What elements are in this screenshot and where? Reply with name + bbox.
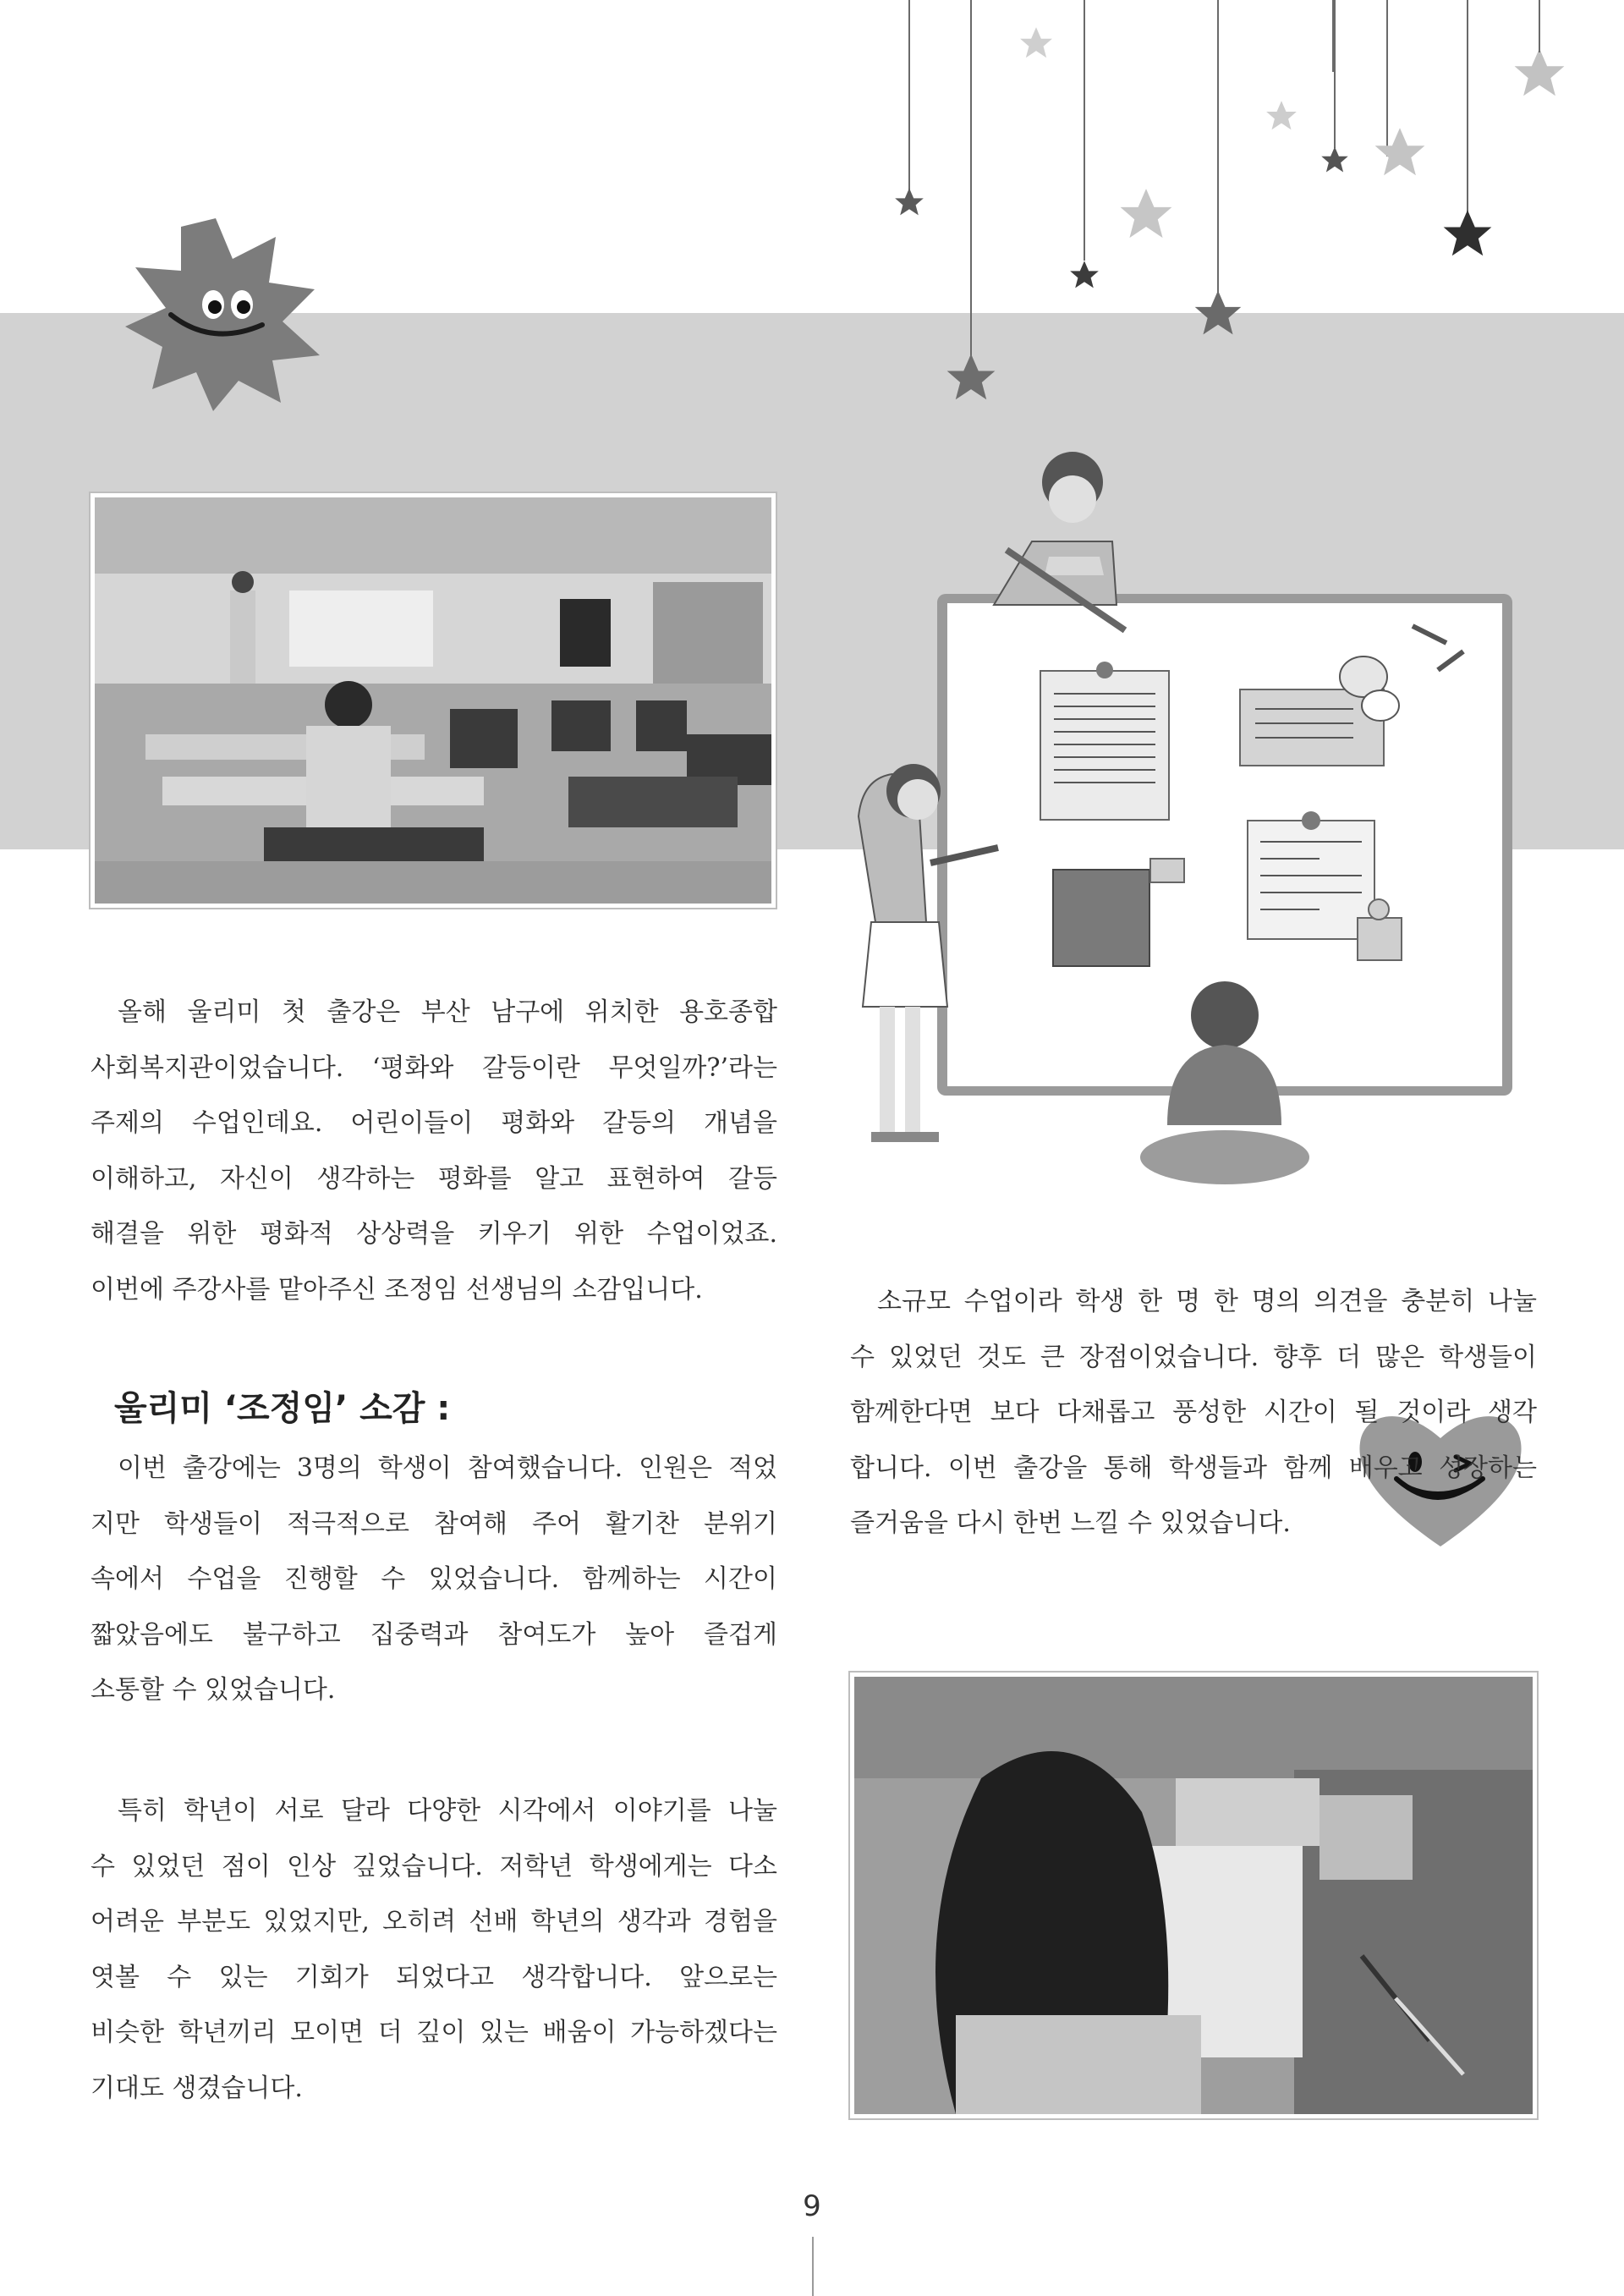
text-line: 엿볼 수 있는 기회가 되었다고 생각합니다. 앞으로는 [91, 1962, 777, 1992]
hanging-star-icon [1375, 128, 1425, 175]
hanging-star-icon [1195, 290, 1242, 334]
reflection-paragraph-2 [91, 1783, 777, 2116]
text-line: 올해 울리미 첫 출강은 부산 남구에 위치한 용호종합 [118, 997, 777, 1027]
text-line: 기대도 생겼습니다. [91, 2073, 303, 2103]
text-line: 짧았음에도 불구하고 집중력과 참여도가 높아 즐겁게 [91, 1619, 777, 1650]
reflection-paragraph-1 [91, 1441, 777, 1718]
text-line: 수 있었던 것도 큰 장점이었습니다. 향후 더 많은 학생들이 [850, 1342, 1537, 1372]
hanging-star-icon [1020, 27, 1052, 58]
text-line: 비슷한 학년끼리 모이면 더 깊이 있는 배움이 가능하겠다는 [91, 2018, 777, 2047]
text-line: 주제의 수업인데요. 어린이들이 평화와 갈등의 개념을 [91, 1108, 777, 1138]
hanging-stars-decoration [863, 0, 1624, 415]
text-line: 즐거움을 다시 한번 느낄 수 있었습니다. [850, 1508, 1291, 1538]
hanging-star-icon [895, 188, 924, 215]
hanging-star-icon [1266, 101, 1297, 129]
text-line: 이번에 주강사를 맡아주신 조정임 선생님의 소감입니다. [91, 1274, 703, 1305]
hanging-star-icon [1321, 147, 1348, 173]
page-divider-line [812, 2237, 814, 2296]
classroom-photo [91, 493, 776, 908]
hanging-star-icon [1121, 189, 1172, 238]
text-line: 수 있었던 점이 인상 깊었습니다. 저학년 학생에게는 다소 [91, 1851, 777, 1881]
hanging-star-icon [1444, 210, 1492, 255]
whiteboard-illustration [846, 448, 1522, 1210]
intro-paragraph [91, 985, 777, 1317]
hanging-star-icon [947, 354, 996, 399]
reflection-heading: 울리미 ‘조정임’ 소감 : [114, 1389, 451, 1428]
text-line: 속에서 수업을 진행할 수 있었습니다. 함께하는 시간이 [91, 1564, 777, 1594]
text-line: 이해하고, 자신이 생각하는 평화를 알고 표현하여 갈등 [91, 1163, 777, 1194]
student-drawing-photo [850, 1673, 1537, 2118]
text-line: 특히 학년이 서로 달라 다양한 시각에서 이야기를 나눌 [118, 1796, 777, 1826]
text-line: 이번 출강에는 3명의 학생이 참여했습니다. 인원은 적었 [118, 1453, 777, 1483]
text-line: 어려운 부분도 있었지만, 오히려 선배 학년의 생각과 경험을 [91, 1907, 777, 1936]
reflection-paragraph-3 [850, 1274, 1537, 1552]
sun-mascot-icon [118, 211, 330, 415]
page-number: 9 [803, 2189, 821, 2223]
text-line: 사회복지관이었습니다. ‘평화와 갈등이란 무엇일까?’라는 [91, 1052, 777, 1083]
hanging-star-icon [1070, 261, 1099, 288]
text-line: 해결을 위한 평화적 상상력을 키우기 위한 수업이었죠. [91, 1219, 777, 1249]
text-line: 소통할 수 있었습니다. [91, 1675, 336, 1705]
text-line: 합니다. 이번 출강을 통해 학생들과 함께 배우고 성장하는 [850, 1453, 1537, 1483]
text-line: 함께한다면 보다 다채롭고 풍성한 시간이 될 것이라 생각 [850, 1398, 1537, 1427]
hanging-star-icon [1515, 48, 1565, 96]
text-line: 지만 학생들이 적극적으로 참여해 주어 활기찬 분위기 [91, 1508, 777, 1539]
text-line: 소규모 수업이라 학생 한 명 한 명의 의견을 충분히 나눌 [877, 1287, 1537, 1316]
